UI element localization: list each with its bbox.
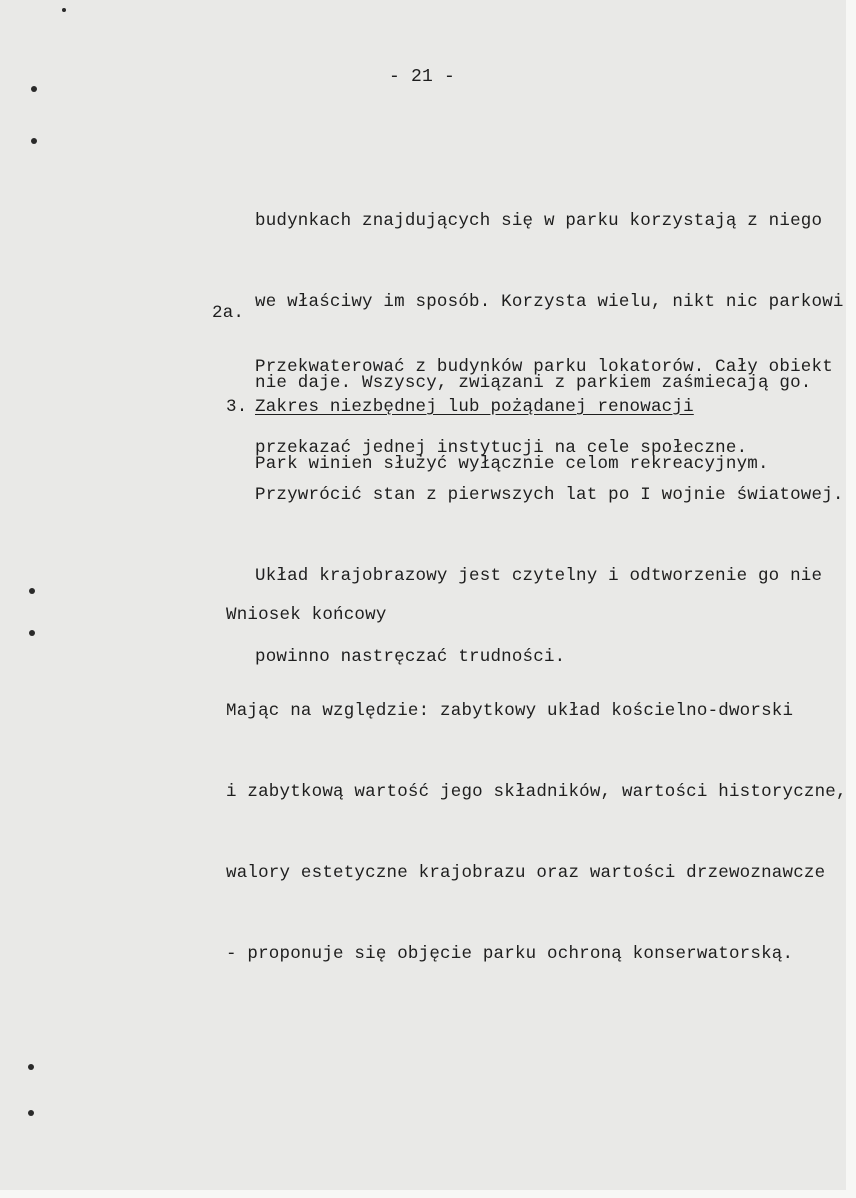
text-line: Układ krajobrazowy jest czytelny i odtworzenie go nie <box>255 566 823 586</box>
paper-edge-bottom <box>0 1190 856 1198</box>
punch-hole-mark <box>31 86 37 92</box>
page-number: - 21 - <box>389 67 456 87</box>
text-line: nie daje. Wszyscy, związani z parkiem zaśmiecają go. <box>255 373 812 393</box>
item-2a-marker: 2a. <box>212 303 245 323</box>
text-line: Park winien służyć wyłącznie celom rekreacyjnym. <box>255 454 769 474</box>
punch-hole-mark <box>29 630 35 636</box>
punch-hole-mark <box>29 588 35 594</box>
text-line: i zabytkową wartość jego składników, wartości historyczne, <box>226 782 847 802</box>
text-line: powinno nastręczać trudności. <box>255 647 566 667</box>
text-line: - proponuje się objęcie parku ochroną konserwatorską. <box>226 944 794 964</box>
conclusion-heading: Wniosek końcowy <box>226 605 387 625</box>
text-line: Mając na względzie: zabytkowy układ kościelno-dworski <box>226 701 794 721</box>
text-line: walory estetyczne krajobrazu oraz wartości drzewoznawcze <box>226 863 826 883</box>
conclusion-text <box>226 644 847 1022</box>
punch-hole-mark <box>28 1110 34 1116</box>
punch-hole-mark <box>62 8 66 12</box>
item-3-heading: Zakres niezbędnej lub pożądanej renowacji <box>255 397 694 417</box>
item-3-marker: 3. <box>226 397 248 417</box>
text-line: Przywrócić stan z pierwszych lat po I wojnie światowej. <box>255 485 844 505</box>
text-line: we właściwy im sposób. Korzysta wielu, nikt nic parkowi <box>255 292 844 312</box>
punch-hole-mark <box>31 138 37 144</box>
paper-edge-right <box>846 0 856 1198</box>
text-line: przekazać jednej instytucji na cele społeczne. <box>255 438 748 458</box>
punch-hole-mark <box>28 1064 34 1070</box>
text-line: budynkach znajdujących się w parku korzystają z niego <box>255 211 823 231</box>
text-line: Przekwaterować z budynków parku lokatorów. Cały obiekt <box>255 357 833 377</box>
